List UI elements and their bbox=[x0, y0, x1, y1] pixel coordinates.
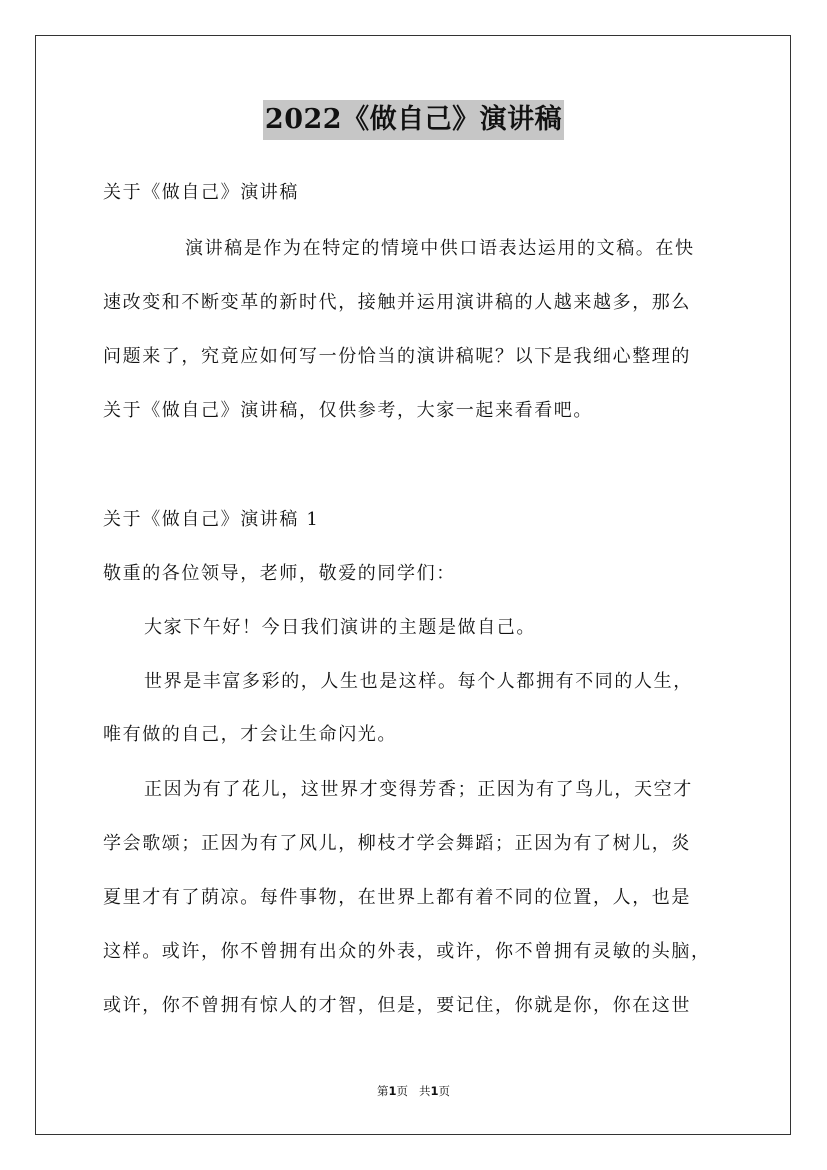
document-subtitle: 关于《做自己》演讲稿 bbox=[103, 182, 299, 203]
intro-line-1: 演讲稿是作为在特定的情境中供口语表达运用的文稿。在快 bbox=[185, 238, 695, 259]
body-line-7: 这样。或许，你不曾拥有出众的外表，或许，你不曾拥有灵敏的头脑， bbox=[103, 941, 711, 962]
body-line-2: 世界是丰富多彩的，人生也是这样。每个人都拥有不同的人生， bbox=[144, 671, 693, 692]
body-line-1: 大家下午好！今日我们演讲的主题是做自己。 bbox=[144, 617, 536, 638]
total-prefix: 共 bbox=[418, 1084, 431, 1098]
body-line-3: 唯有做的自己，才会让生命闪光。 bbox=[103, 724, 397, 745]
body-line-4: 正因为有了花儿，这世界才变得芳香；正因为有了鸟儿，天空才 bbox=[144, 779, 693, 800]
section-heading: 关于《做自己》演讲稿 1 bbox=[103, 509, 320, 530]
body-line-8: 或许，你不曾拥有惊人的才智，但是，要记住，你就是你，你在这世 bbox=[103, 995, 691, 1016]
page-footer bbox=[0, 1083, 827, 1099]
body-line-5: 学会歌颂；正因为有了风儿，柳枝才学会舞蹈；正因为有了树儿，炎 bbox=[103, 833, 691, 854]
intro-line-4: 关于《做自己》演讲稿，仅供参考，大家一起来看看吧。 bbox=[103, 400, 593, 421]
total-pages: 1 bbox=[430, 1084, 439, 1098]
page-suffix: 页 bbox=[396, 1084, 409, 1098]
total-suffix: 页 bbox=[438, 1084, 450, 1098]
document-title: 2022《做自己》演讲稿 bbox=[263, 100, 564, 140]
title-wrap bbox=[0, 100, 827, 140]
page-number: 1 bbox=[388, 1084, 397, 1098]
greeting: 敬重的各位领导，老师，敬爱的同学们： bbox=[103, 563, 456, 584]
intro-line-2: 速改变和不断变革的新时代，接触并运用演讲稿的人越来越多，那么 bbox=[103, 292, 691, 313]
body-line-6: 夏里才有了荫凉。每件事物，在世界上都有着不同的位置，人，也是 bbox=[103, 887, 691, 908]
intro-line-3: 问题来了，究竟应如何写一份恰当的演讲稿呢？以下是我细心整理的 bbox=[103, 346, 691, 367]
page-prefix: 第 bbox=[377, 1084, 389, 1098]
